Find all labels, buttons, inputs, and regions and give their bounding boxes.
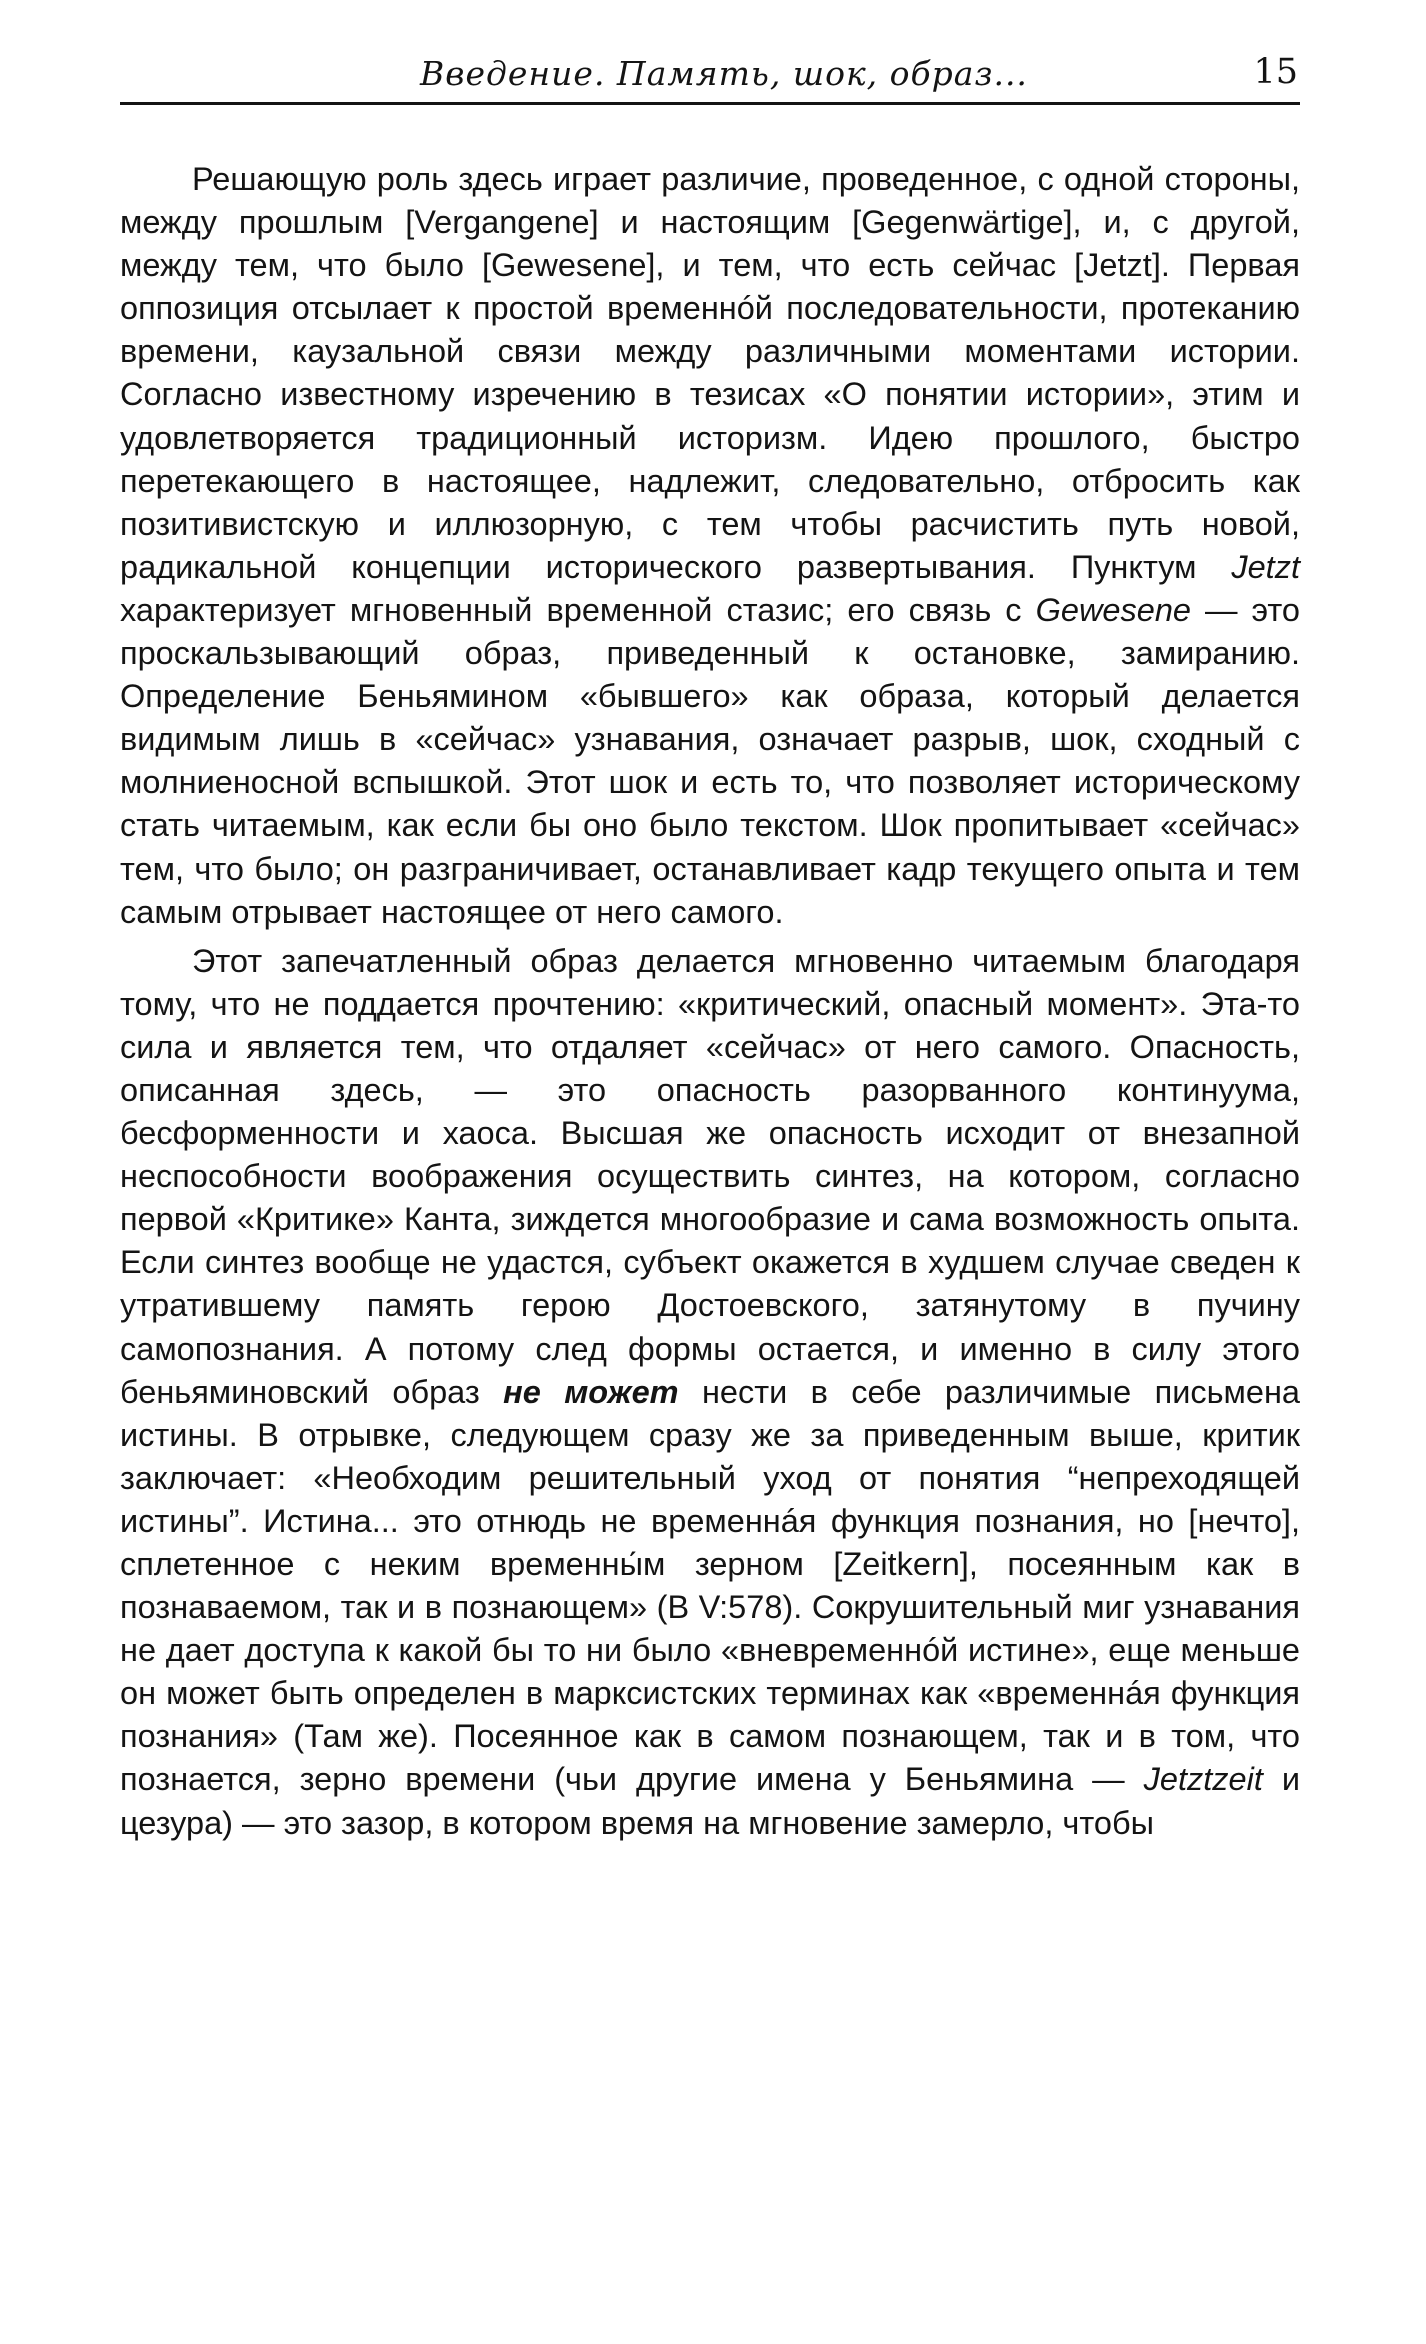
paragraph	[120, 940, 1300, 1845]
italic-term-gewesene: Gewesene	[1035, 591, 1191, 628]
running-title: Введение. Память, шок, образ...	[420, 54, 1028, 93]
text-run: характеризует мгновенный временной стазис; его связь с	[120, 591, 1036, 628]
text-run: — это проскальзывающий образ, приведенный к остановке, замиранию. Определение Беньямином «бывшего» как образа, который делается видимым лишь в «сейчас» узнавания, означает разрыв, шок, сходный с молниеносной вспышкой. Этот шок и есть то, что позволяет историческому стать читаемым, как если бы оно было текстом. Шок пропитывает «сейчас» тем, что было; он разграничивает, останавливает кадр текущего опыта и тем самым отрывает настоящее от него самого.	[120, 591, 1301, 930]
text-run: Решающую роль здесь играет различие, проведенное, с одной стороны, между прошлым [Vergangene] и настоящим [Gegenwärtige], и, с другой, между тем, что было [Gewesene], и тем, что есть сейчас [Jetzt]. Первая оппозиция отсылает к простой временнóй последовательности, протеканию времени, каузальной связи между различными моментами истории. Согласно известному изречению в тезисах «О понятии истории», этим и удовлетворяется традиционный историзм. Идею прошлого, быстро перетекающего в настоящее, надлежит, следовательно, отбросить как позитивистскую и иллюзорную, с тем чтобы расчистить путь новой, радикальной концепции исторического развертывания. Пунктум	[120, 161, 1300, 585]
text-run: Этот запечатленный образ делается мгновенно читаемым благодаря тому, что не поддается прочтению: «критический, опасный момент». Эта-то сила и является тем, что отдаляет «сейчас» от него самого. Опасность, описанная здесь, — это опасность разорванного континуума, бесформенности и хаоса. Высшая же опасность исходит от внезапной неспособности воображения осуществить синтез, на котором, согласно первой «Критике» Канта, зиждется многообразие и сама возможность опыта. Если синтез вообще не удастся, субъект окажется в худшем случае сведен к утратившему память герою Достоевского, затянутому в пучину самопознания. А потому след формы остается, и именно в силу этого беньяминовский образ	[120, 942, 1300, 1410]
page-number: 15	[1253, 52, 1298, 92]
body-text	[120, 158, 1300, 1845]
running-head	[120, 48, 1300, 105]
italic-term-jetzt: Jetzt	[1231, 548, 1300, 585]
text-run: нести в себе различимые письмена истины. В отрывке, следующем сразу же за приведенным выше, критик заключает: «Необходим решительный уход от понятия “непреходящей истины”. Истина... это отнюдь не временнáя функция познания, но [нечто], сплетенное с неким временны́м зерном [Zeitkern], посеянным как в познаваемом, так и в познающем» (В V:578). Сокрушительный миг узнавания не дает доступа к какой бы то ни было «вневременнóй истине», еще меньше он может быть определен в марксистских терминах как «временнáя функция познания» (Там же). Посеянное как в самом познающем, так и в том, что познается, зерно времени (чьи другие имена у Беньямина —	[120, 1373, 1300, 1798]
paragraph	[120, 158, 1300, 934]
text-run: и цезура) — это зазор, в котором время на мгновение замерло, чтобы	[120, 1761, 1301, 1841]
italic-term-jetztzeit: Jetztzeit	[1143, 1761, 1263, 1798]
emphasis-ne-mozhet: не может	[503, 1373, 679, 1410]
